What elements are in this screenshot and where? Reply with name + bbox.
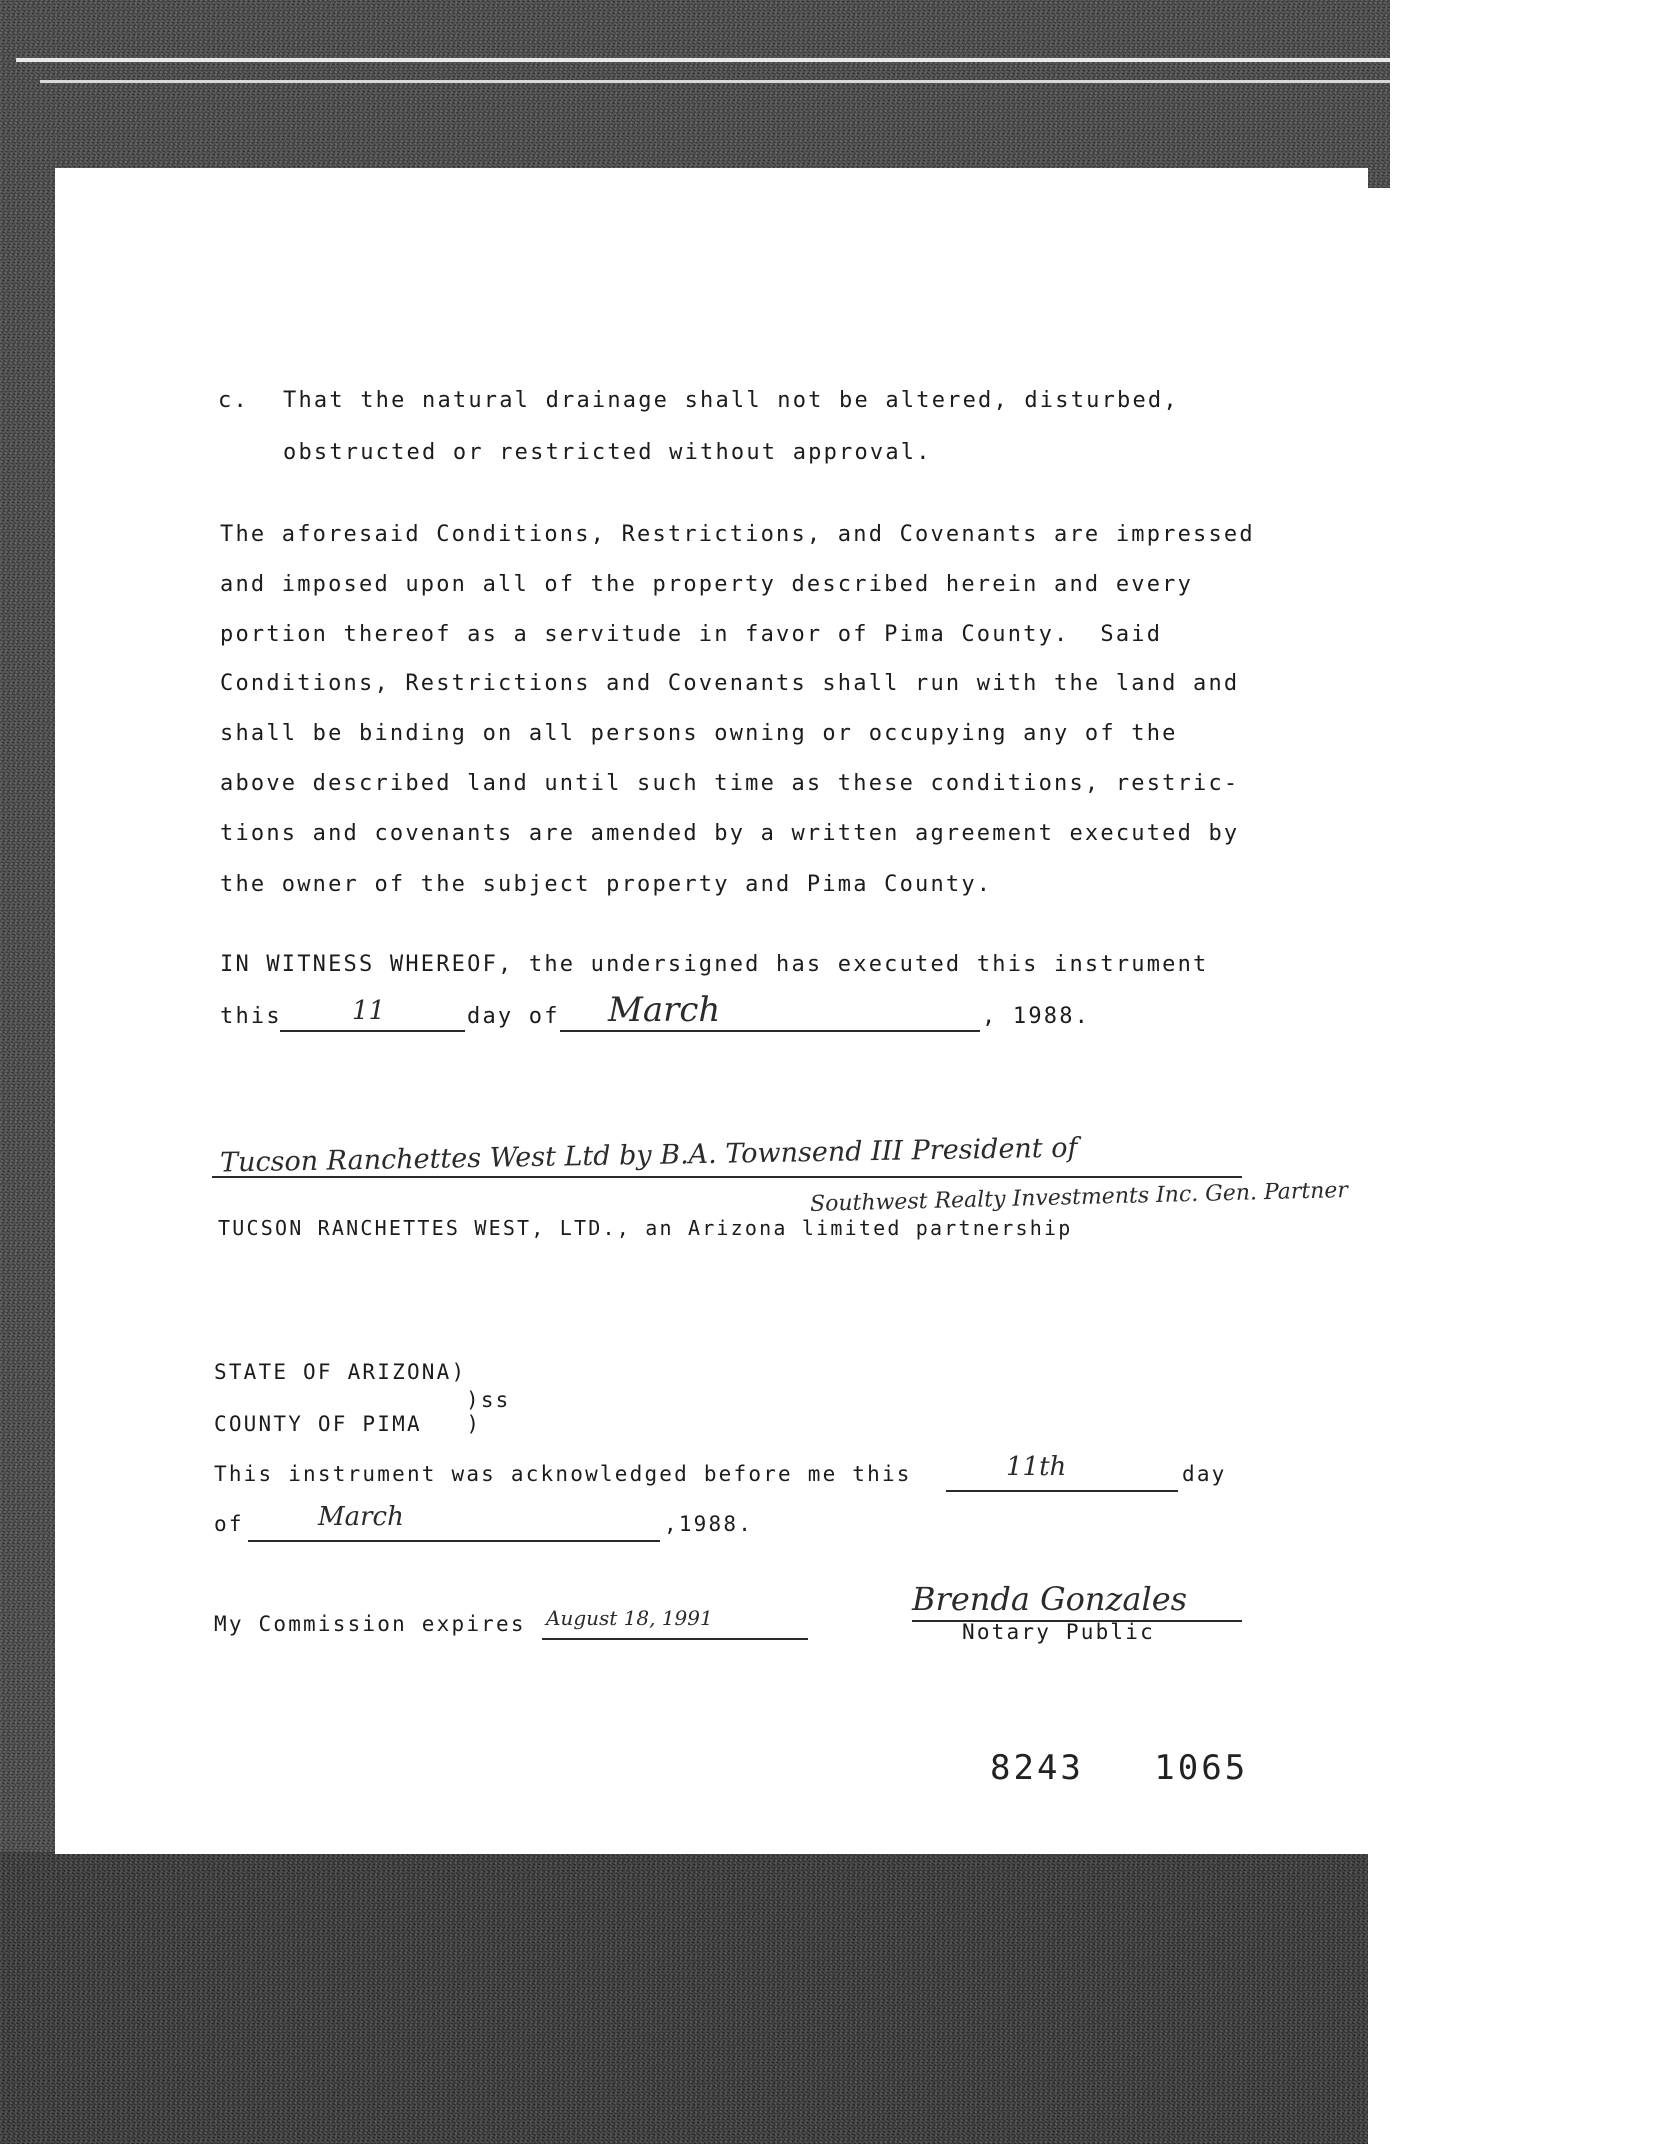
notary-county: COUNTY OF PIMA ) (214, 1412, 482, 1436)
paragraph-marker: c. (218, 388, 249, 413)
witness-month-blank (560, 990, 980, 1032)
scan-noise-bottom (0, 1852, 1368, 2144)
scan-noise-top (0, 0, 1390, 188)
notary-signature-handwritten: Brenda Gonzales (912, 1580, 1188, 1618)
notary-public-label: Notary Public (962, 1620, 1155, 1644)
commission-handwritten: August 18, 1991 (546, 1606, 713, 1630)
notary-day-label: day (1182, 1462, 1227, 1486)
notary-day-handwritten: 11th (1006, 1452, 1067, 1482)
witness-day-handwritten: 11 (352, 996, 386, 1026)
covenants-line: portion thereof as a servitude in favor of Pima County. Said (220, 622, 1163, 647)
notary-year: ,1988. (664, 1512, 754, 1536)
signature-handwritten-2: Southwest Realty Investments Inc. Gen. Partner (809, 1177, 1349, 1218)
commission-label: My Commission expires (214, 1612, 526, 1636)
notary-month-blank (248, 1502, 660, 1542)
witness-month-handwritten: March (608, 990, 721, 1030)
scan-noise-left (0, 0, 55, 2144)
witness-day-blank (280, 996, 465, 1032)
notary-ack-line: This instrument was acknowledged before me this (214, 1462, 912, 1486)
entity-name: TUCSON RANCHETTES WEST, LTD., an Arizona limited partnership (218, 1216, 1073, 1240)
notary-month-handwritten: March (318, 1502, 404, 1532)
covenants-line: tions and covenants are amended by a written agreement executed by (220, 821, 1240, 846)
commission-blank (542, 1606, 808, 1640)
covenants-line: The aforesaid Conditions, Restrictions, and Covenants are impressed (220, 522, 1255, 547)
covenants-line: shall be binding on all persons owning or occupying any of the (220, 721, 1178, 746)
notary-state: STATE OF ARIZONA) (214, 1360, 467, 1384)
witness-this-label: this (220, 1004, 282, 1029)
notary-ss: )ss (466, 1388, 511, 1412)
covenants-line: and imposed upon all of the property described herein and every (220, 572, 1194, 597)
covenants-line: Conditions, Restrictions and Covenants shall run with the land and (220, 671, 1240, 696)
witness-year: , 1988. (982, 1004, 1091, 1029)
signature-handwritten-1: Tucson Ranchettes West Ltd by B.A. Townsend III President of (219, 1132, 1078, 1179)
witness-line: IN WITNESS WHEREOF, the undersigned has executed this instrument (220, 952, 1209, 977)
page-reference-number: 8243 1065 (990, 1748, 1249, 1788)
covenants-line: the owner of the subject property and Pima County. (220, 872, 993, 897)
notary-of-label: of (214, 1512, 244, 1536)
notary-day-blank (946, 1452, 1178, 1492)
paragraph-c-line-1: That the natural drainage shall not be altered, disturbed, (283, 388, 1179, 413)
witness-day-of-label: day of (467, 1004, 560, 1029)
covenants-line: above described land until such time as these conditions, restric- (220, 771, 1240, 796)
scan-rule (16, 58, 1390, 62)
scan-rule (40, 80, 1390, 83)
signature-line (212, 1176, 1242, 1178)
paragraph-c-line-2: obstructed or restricted without approval. (283, 440, 932, 465)
